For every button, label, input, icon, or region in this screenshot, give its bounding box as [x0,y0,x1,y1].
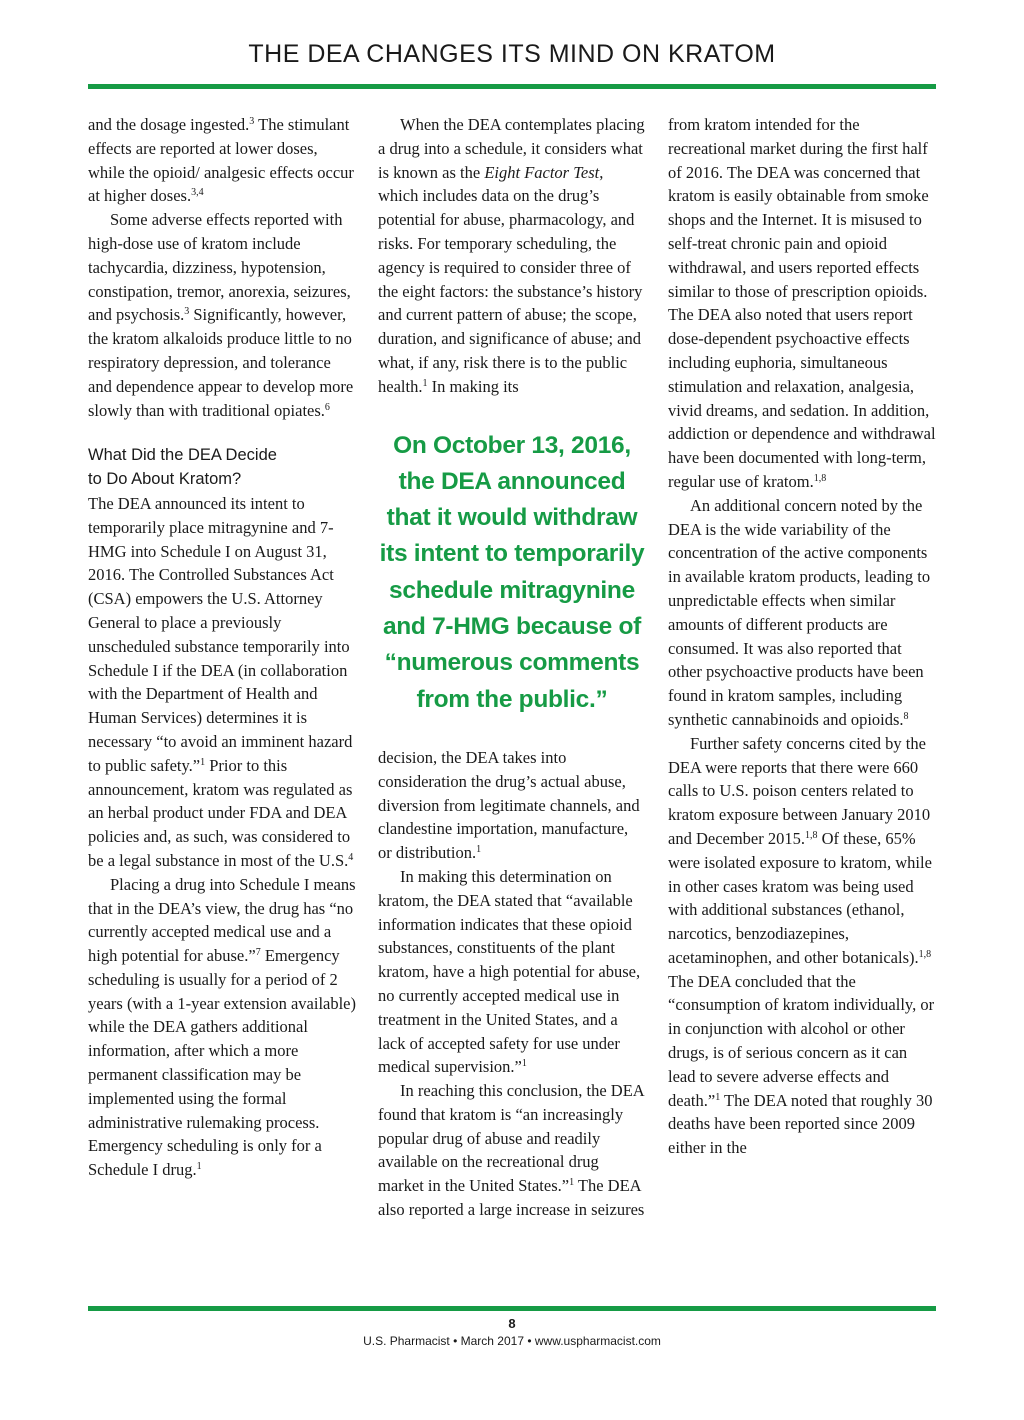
paragraph: decision, the DEA takes into consideration the drug’s actual abuse, diversion from legitimate channels, and clandestine importation, manufacture, or distribution.$^1$ [378,747,640,863]
column-1 [88,113,356,1182]
footer-source: U.S. Pharmacist • March 2017 • www.uspharmacist.com [363,1334,661,1348]
section-heading: What Did the DEA Decide to Do About Kratom? [88,446,277,489]
pull-quote: On October 13, 2016, the DEA announced that it would withdraw its intent to temporarily schedule mitragynine and 7-HMG because of “numerous comments from the public.” [379,431,645,713]
page-title: THE DEA CHANGES ITS MIND ON KRATOM [248,40,776,68]
paragraph: and the dosage ingested.$^3$ The stimulant effects are reported at lower doses, while the opioid/ analgesic effects occur at higher doses.$^{3,4}$ [88,115,354,206]
page-number: 8 [508,1316,516,1331]
paragraph: from kratom intended for the recreational market during the first half of 2016. The DEA was concerned that kratom is easily obtainable from smoke shops and the Internet. It is misused to self-treat chronic pain and opioid withdrawal, and users reported effects similar to those of prescription opioids. The DEA also noted that users report dose-dependent psychoactive effects including euphoria, simultaneous stimulation and relaxation, analgesia, vivid dreams, and sedation. In addition, addiction or dependence and withdrawal have been documented with long-term, regular use of kratom.$^{1,8}$ [668,115,936,491]
paragraph: An additional concern noted by the DEA is the wide variability of the concentration of the active components in available kratom products, leading to unpredictable effects when similar amounts of different products are consumed. It was also reported that other psychoactive products have been found in kratom samples, including synthetic cannabinoids and opioids.$^8$ [668,495,931,729]
footer-rule [88,1306,936,1311]
paragraph: The DEA announced its intent to temporarily place mitragynine and 7-HMG into Schedule I on August 31, 2016. The Controlled Substances Act (CSA) empowers the U.S. Attorney General to place a previously unscheduled substance temporarily into Schedule I if the DEA (in collaboration with the Department of Health and Human Services) determines it is necessary “to avoid an imminent hazard to public safety.”$^1$ Prior to this announcement, kratom was regulated as an herbal product under FDA and DEA policies and, as such, was considered to be a legal substance in most of the U.S.$^4$ [88,493,354,870]
paragraph: Some adverse effects reported with high-dose use of kratom include tachycardia, dizziness, hypotension, constipation, tremor, anorexia, seizures, and psychosis.$^3$ Significantly, however, the kratom alkaloids produce little to no respiratory depression, and tolerance and dependence appear to develop more slowly than with traditional opiates.$^6$ [88,210,354,420]
paragraph: Placing a drug into Schedule I means that in the DEA’s view, the drug has “no currently accepted medical use and a high potential for abuse.”$^7$ Emergency scheduling is usually for a period of 2 years (with a 1-year extension available) while the DEA gathers additional information, after which a more permanent classification may be implemented using the formal administrative rulemaking process. Emergency scheduling is only for a Schedule I drug.$^1$ [88,874,357,1180]
paragraph: Further safety concerns cited by the DEA were reports that there were 660 calls to U.S. poison centers related to kratom exposure between January 2010 and December 2015.$^{1,8}$ Of these, 65% were isolated exposure to kratom, while in other cases kratom was being used with additional substances (ethanol, narcotics, benzodiazepines, acetaminophen, and other botanicals).$^{1,8}$ The DEA concluded that the “consumption of kratom individually, or in conjunction with alcohol or other drugs, is of serious concern as it can lead to severe adverse effects and death.”$^1$ The DEA noted that roughly 30 deaths have been reported since 2009 either in the [668,733,935,1158]
header-rule [88,84,936,89]
paragraph: When the DEA contemplates placing a drug into a schedule, it considers what is known as the Eight Factor Test, which includes data on the drug’s potential for abuse, pharmacology, and risks. For temporary scheduling, the agency is required to consider three of the eight factors: the substance’s history and current pattern of abuse; the scope, duration, and significance of abuse; and what, if any, risk there is to the public health.$^1$ In making its [378,115,645,396]
paragraph: In reaching this conclusion, the DEA found that kratom is “an increasingly popular drug of abuse and readily available on the recreational drug market in the United States.”$^1$ The DEA also reported a large increase in seizures [378,1081,645,1220]
paragraph: In making this determination on kratom, the DEA stated that “available information indicates that these opioid substances, constituents of the plant kratom, have a high potential for abuse, no currently accepted medical use in treatment in the United States, and a lack of accepted safety for use under medical supervision.”$^1$ [378,866,641,1077]
column-3 [668,113,936,1160]
column-2 [378,113,646,1222]
